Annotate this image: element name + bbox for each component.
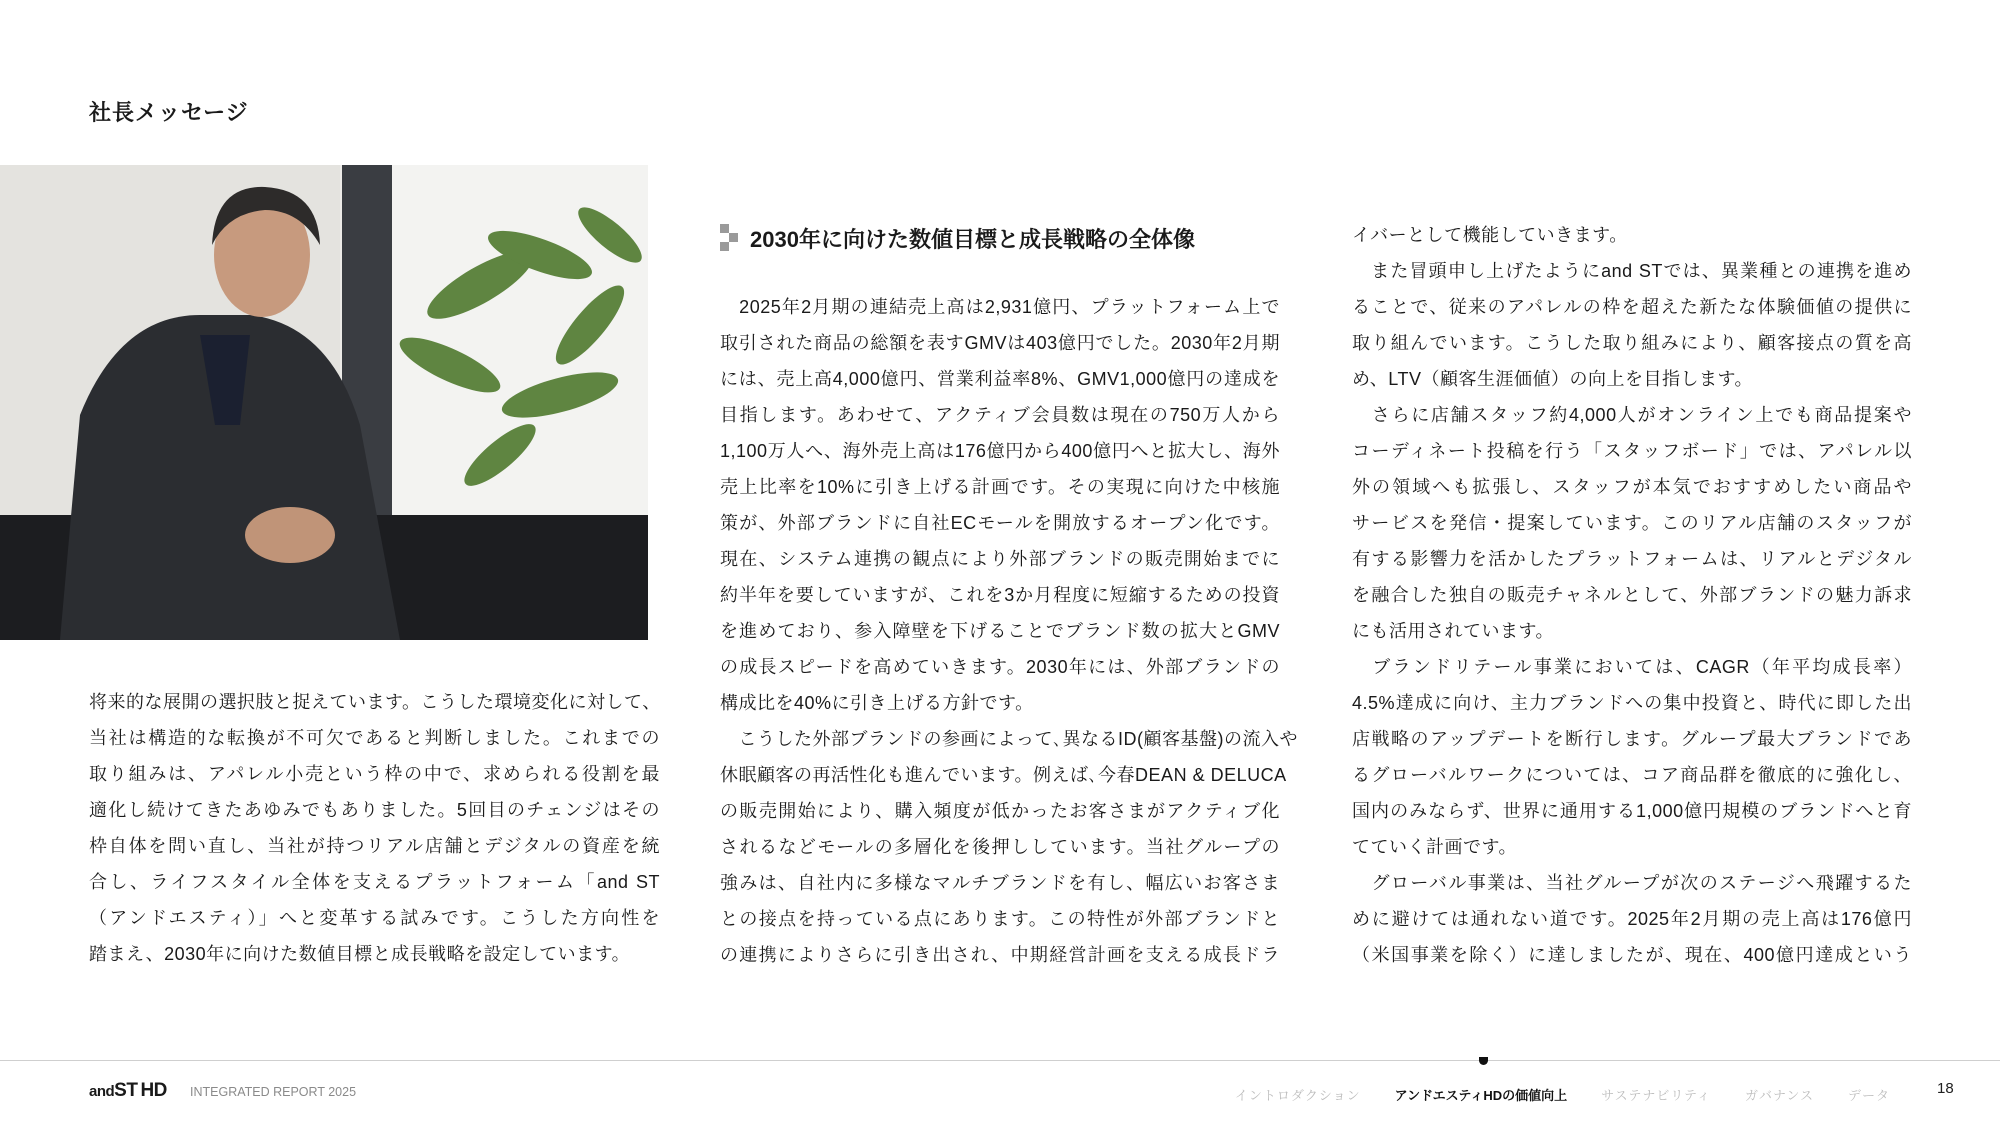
nav-sustainability[interactable]: サステナビリティ bbox=[1601, 1088, 1712, 1103]
company-logo[interactable] bbox=[89, 1080, 167, 1102]
section-heading bbox=[720, 222, 1195, 254]
president-portrait-image bbox=[0, 165, 648, 640]
text-line: てていく計画です。 bbox=[1352, 837, 1518, 857]
text-line: コーディネート投稿を行う「スタッフボード」では、アパレル以 bbox=[1352, 441, 1912, 461]
text-line: の成長スピードを高めていきます。2030年には、外部ブランドの bbox=[720, 657, 1280, 677]
left-column-text bbox=[89, 684, 660, 972]
text-line: を進めており、参入障壁を下げることでブランド数の拡大とGMV bbox=[720, 621, 1280, 641]
text-line: 店戦略のアップデートを断行します。グループ最大ブランドであ bbox=[1352, 729, 1912, 749]
text-line: との接点を持っている点にあります。この特性が外部ブランドと bbox=[720, 909, 1280, 929]
middle-column-text bbox=[720, 289, 1298, 973]
text-line: 適化し続けてきたあゆみでもありました。5回目のチェンジはその bbox=[89, 800, 660, 820]
text-line: の連携によりさらに引き出され、中期経営計画を支える成長ドラ bbox=[720, 945, 1280, 965]
page-number: 18 bbox=[1937, 1080, 1954, 1097]
nav-data[interactable]: データ bbox=[1847, 1088, 1890, 1103]
text-line: 約半年を要していますが、これを3か月程度に短縮するための投資 bbox=[720, 585, 1280, 605]
text-line: を融合した独自の販売チャネルとして、外部ブランドの魅力訴求 bbox=[1352, 585, 1912, 605]
footer-nav bbox=[1201, 1085, 1890, 1104]
text-line: （米国事業を除く）に達しましたが、現在、400億円達成という bbox=[1352, 945, 1912, 965]
text-line: 枠自体を問い直し、当社が持つリアル店舗とデジタルの資産を統 bbox=[89, 836, 660, 856]
text-line: グローバル事業は、当社グループが次のステージへ飛躍するた bbox=[1352, 873, 1912, 893]
text-line: 当社は構造的な転換が不可欠であると判断しました。これまでの bbox=[89, 728, 660, 748]
text-line: 将来的な展開の選択肢と捉えています。こうした環境変化に対して、 bbox=[89, 692, 661, 712]
text-line: 4.5%達成に向け、主力ブランドへの集中投資と、時代に即した出 bbox=[1352, 693, 1912, 713]
text-line: 取り組んでいます。こうした取り組みにより、顧客接点の質を高 bbox=[1352, 333, 1912, 353]
text-line: の販売開始により、購入頻度が低かったお客さまがアクティブ化 bbox=[720, 801, 1280, 821]
text-line: 休眠顧客の再活性化も進んでいます。例えば､今春DEAN & DELUCA bbox=[720, 765, 1287, 785]
text-line: イバーとして機能していきます。 bbox=[1352, 225, 1628, 245]
text-line: 有する影響力を活かしたプラットフォームは、リアルとデジタル bbox=[1352, 549, 1912, 569]
text-line: されるなどモールの多層化を後押ししています。当社グループの bbox=[720, 837, 1280, 857]
text-line: サービスを発信・提案しています。このリアル店舗のスタッフが bbox=[1352, 513, 1912, 533]
report-name: INTEGRATED REPORT 2025 bbox=[190, 1085, 357, 1099]
text-line: には、売上高4,000億円、営業利益率8%、GMV1,000億円の達成を bbox=[720, 369, 1280, 389]
logo-st: ST bbox=[114, 1080, 138, 1101]
text-line: めに避けては通れない道です。2025年2月期の売上高は176億円 bbox=[1352, 909, 1912, 929]
text-line: 現在、システム連携の観点により外部ブランドの販売開始までに bbox=[720, 549, 1280, 569]
text-line: 1,100万人へ、海外売上高は176億円から400億円へと拡大し、海外 bbox=[720, 441, 1280, 461]
section-title: 2030年に向けた数値目標と成長戦略の全体像 bbox=[750, 226, 1195, 252]
text-line: 外の領域へも拡張し、スタッフが本気でおすすめしたい商品や bbox=[1352, 477, 1912, 497]
current-section-marker bbox=[1479, 1057, 1488, 1065]
text-line: また冒頭申し上げたようにand STでは、異業種との連携を進め bbox=[1352, 261, 1912, 281]
nav-value-enhancement[interactable]: アンドエスティHDの価値向上 bbox=[1394, 1088, 1568, 1103]
text-line: 2025年2月期の連結売上高は2,931億円、プラットフォーム上で bbox=[720, 297, 1280, 317]
text-line: にも活用されています。 bbox=[1352, 621, 1555, 641]
text-line: ることで、従来のアパレルの枠を超えた新たな体験価値の提供に bbox=[1352, 297, 1912, 317]
footer-divider bbox=[0, 1060, 2000, 1061]
nav-governance[interactable]: ガバナンス bbox=[1745, 1088, 1814, 1103]
text-line: 強みは、自社内に多様なマルチブランドを有し、幅広いお客さま bbox=[720, 873, 1280, 893]
text-line: こうした外部ブランドの参画によって､異なるID(顧客基盤)の流入や bbox=[720, 729, 1298, 749]
text-line: るグローバルワークについては、コア商品群を徹底的に強化し、 bbox=[1352, 765, 1912, 785]
text-line: 取引された商品の総額を表すGMVは403億円でした。2030年2月期 bbox=[720, 333, 1280, 353]
text-line: 踏まえ、2030年に向けた数値目標と成長戦略を設定しています。 bbox=[89, 944, 631, 964]
text-line: さらに店舗スタッフ約4,000人がオンライン上でも商品提案や bbox=[1352, 405, 1912, 425]
text-line: 策が、外部ブランドに自社ECモールを開放するオープン化です。 bbox=[720, 513, 1280, 533]
logo-hd: HD bbox=[140, 1080, 167, 1101]
text-line: ブランドリテール事業においては、CAGR（年平均成長率） bbox=[1352, 657, 1912, 677]
text-line: 取り組みは、アパレル小売という枠の中で、求められる役割を最 bbox=[89, 764, 660, 784]
text-line: 合し、ライフスタイル全体を支えるプラットフォーム「and ST bbox=[89, 872, 660, 892]
pixel-squares-icon bbox=[720, 224, 740, 252]
text-line: （アンドエスティ）」へと変革する試みです。こうした方向性を bbox=[89, 908, 660, 928]
nav-introduction[interactable]: イントロダクション bbox=[1234, 1088, 1361, 1103]
text-line: 目指します。あわせて、アクティブ会員数は現在の750万人から bbox=[720, 405, 1280, 425]
president-photo bbox=[0, 165, 648, 640]
text-line: 国内のみならず、世界に通用する1,000億円規模のブランドへと育 bbox=[1352, 801, 1912, 821]
text-line: め、LTV（顧客生涯価値）の向上を目指します。 bbox=[1352, 369, 1754, 389]
right-column-text bbox=[1352, 217, 1912, 973]
footer bbox=[0, 1080, 2000, 1106]
text-line: 構成比を40%に引き上げる方針です。 bbox=[720, 693, 1034, 713]
logo-and: and bbox=[89, 1083, 115, 1100]
page-title: 社長メッセージ bbox=[89, 100, 249, 125]
text-line: 売上比率を10%に引き上げる計画です。その実現に向けた中核施 bbox=[720, 477, 1280, 497]
